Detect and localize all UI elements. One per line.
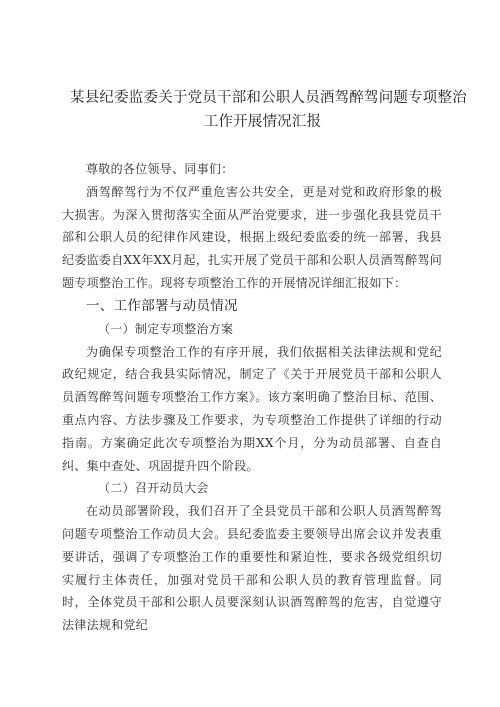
intro-paragraph: 酒驾醉驾行为不仅严重危害公共安全，更是对党和政府形象的极大损害。为深入贯彻落实全面从严治党要求，进一步强化我县党员干部和公职人员的纪律作风建设，根据上级纪委监委的统一部署，我县纪委监委自XX年XX月起，扎实开展了党员干部和公职人员酒驾醉驾问题专项整治工作。现将专项整治工作的开展情况详细汇报如下： [62,184,442,290]
salutation: 尊敬的各位领导、同事们： [86,162,234,176]
subsection-1-paragraph: 为确保专项整治工作的有序开展，我们依据相关法律法规和党纪政纪规定，结合我县实际情况，制定了《关于开展党员干部和公职人员酒驾醉驾问题专项整治工作方案》。该方案明确了整治目标、范围、重点内容、方法步骤及工作要求，为专项整治工作提供了详细的行动指南。方案确定此次专项整治为期XX个月，分为动员部署、自查自纠、集中查处、巩固提升四个阶段。 [62,344,442,473]
title-line-1: 某县纪委监委关于党员干部和公职人员酒驾醉驾问题专项整治 [70,90,467,106]
subsection-heading-1: （一）制定专项整治方案 [98,321,234,336]
title-line-2: 工作开展情况汇报 [203,114,322,130]
subsection-heading-2: （二）召开动员大会 [98,481,209,496]
subsection-2-paragraph: 在动员部署阶段，我们召开了全县党员干部和公职人员酒驾醉驾问题专项整治工作动员大会。县纪委监委主要领导出席会议并发表重要讲话，强调了专项整治工作的重要性和紧迫性，要求各级党组织切实履行主体责任，加强对党员干部和公职人员的教育管理监督。同时，全体党员干部和公职人员要深刻认识酒驾醉驾的危害，自觉遵守法律法规和党纪 [62,504,442,633]
document-body [62,158,442,637]
document-title [70,86,467,134]
section-heading-1: 一、工作部署与动员情况 [86,297,238,314]
